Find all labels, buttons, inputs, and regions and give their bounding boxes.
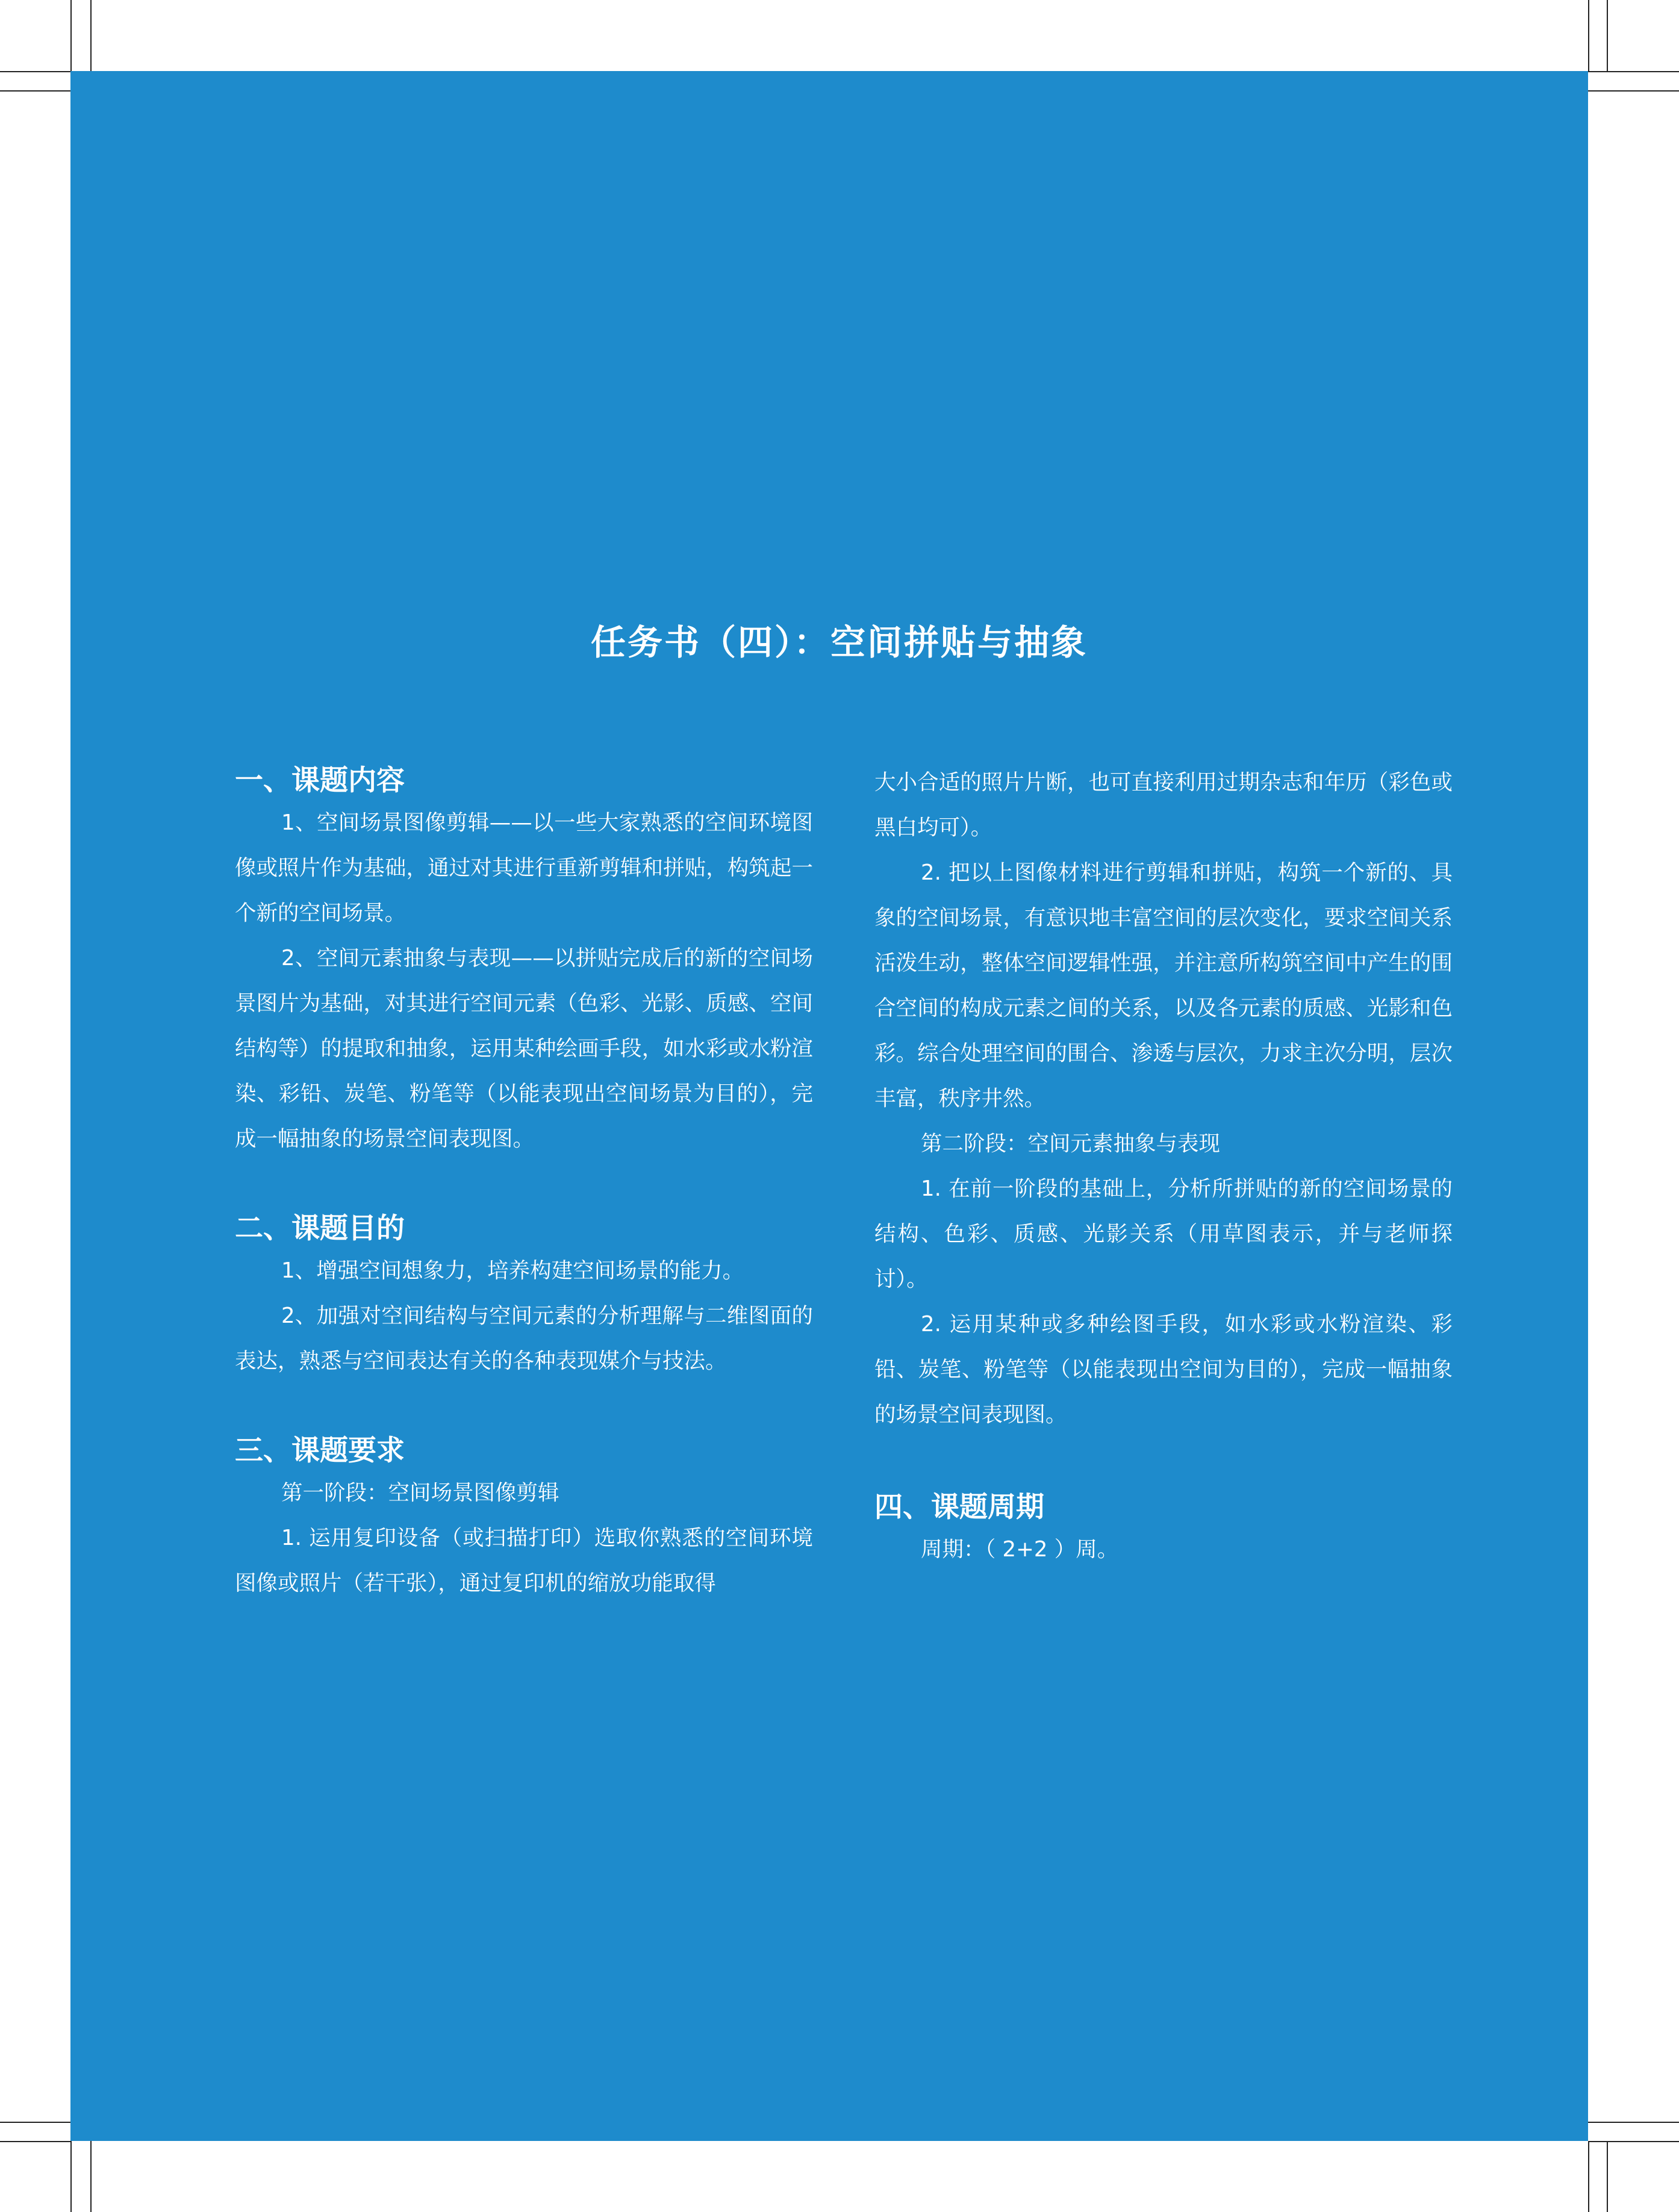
stage-1-label: 第一阶段：空间场景图像剪辑 [281, 1480, 559, 1505]
purpose-item-1: 1、增强空间想象力，培养构建空间场景的能力。 [281, 1258, 744, 1283]
requirement-1-1-continued: 大小合适的照片片断，也可直接利用过期杂志和年历（彩色或黑白均可）。 [874, 770, 1453, 840]
crop-mark-br-v [1588, 2141, 1589, 2212]
requirement-1-2: 2. 把以上图像材料进行剪辑和拼贴，构筑一个新的、具象的空间场景，有意识地丰富空间的层次变化，要求空间关系活泼生动，整体空间逻辑性强，并注意所构筑空间中产生的围合空间的构成元素之间的关系，以及各元素的质感、光影和色彩。综合处理空间的围合、渗透与层次，力求主次分明，层次丰富，秩序井然。 [874, 860, 1453, 1111]
content-item-1: 1、空间场景图像剪辑——以一些大家熟悉的空间环境图像或照片作为基础，通过对其进行重新剪辑和拼贴，构筑起一个新的空间场景。 [235, 810, 813, 925]
crop-mark-tl-v2 [90, 0, 92, 71]
heading-course-period: 四、课题周期 [874, 1491, 1044, 1524]
crop-mark-tr-v [1588, 0, 1589, 71]
crop-mark-tr-v2 [1607, 0, 1608, 71]
crop-mark-tr-h2 [1588, 90, 1679, 92]
crop-mark-br-h [1588, 2141, 1679, 2142]
heading-course-content: 一、课题内容 [235, 764, 405, 797]
heading-course-requirements: 三、课题要求 [235, 1434, 405, 1467]
crop-mark-tl-v [70, 0, 72, 71]
left-column [235, 762, 813, 1606]
course-period: 周期：（ 2+2 ）周。 [921, 1537, 1119, 1562]
requirement-1-1: 1. 运用复印设备（或扫描打印）选取你熟悉的空间环境图像或照片（若干张），通过复印机的缩放功能取得 [235, 1526, 813, 1595]
crop-mark-tl-h [0, 71, 70, 72]
crop-mark-bl-v [70, 2141, 72, 2212]
crop-mark-tl-h2 [0, 90, 70, 92]
content-item-2: 2、空间元素抽象与表现——以拼贴完成后的新的空间场景图片为基础，对其进行空间元素（色彩、光影、质感、空间结构等）的提取和抽象，运用某种绘画手段，如水彩或水粉渲染、彩铅、炭笔、粉笔等（以能表现出空间场景为目的），完成一幅抽象的场景空间表现图。 [235, 946, 813, 1151]
crop-mark-tr-h [1588, 71, 1679, 72]
heading-course-purpose: 二、课题目的 [235, 1212, 405, 1245]
purpose-item-2: 2、加强对空间结构与空间元素的分析理解与二维图面的表达，熟悉与空间表达有关的各种表现媒介与技法。 [235, 1303, 813, 1373]
crop-mark-br-v2 [1607, 2141, 1608, 2212]
crop-mark-bl-h2 [0, 2122, 70, 2123]
page-title: 任务书（四）：空间拼贴与抽象 [590, 622, 1088, 663]
right-column [874, 760, 1453, 1572]
crop-mark-bl-v2 [90, 2141, 92, 2212]
crop-mark-br-h2 [1588, 2122, 1679, 2123]
requirement-2-2: 2. 运用某种或多种绘图手段，如水彩或水粉渲染、彩铅、炭笔、粉笔等（以能表现出空间为目的），完成一幅抽象的场景空间表现图。 [874, 1312, 1453, 1427]
stage-2-label: 第二阶段：空间元素抽象与表现 [921, 1131, 1221, 1156]
requirement-2-1: 1. 在前一阶段的基础上，分析所拼贴的新的空间场景的结构、色彩、质感、光影关系（用草图表示，并与老师探讨）。 [874, 1176, 1453, 1291]
crop-mark-bl-h [0, 2141, 70, 2142]
